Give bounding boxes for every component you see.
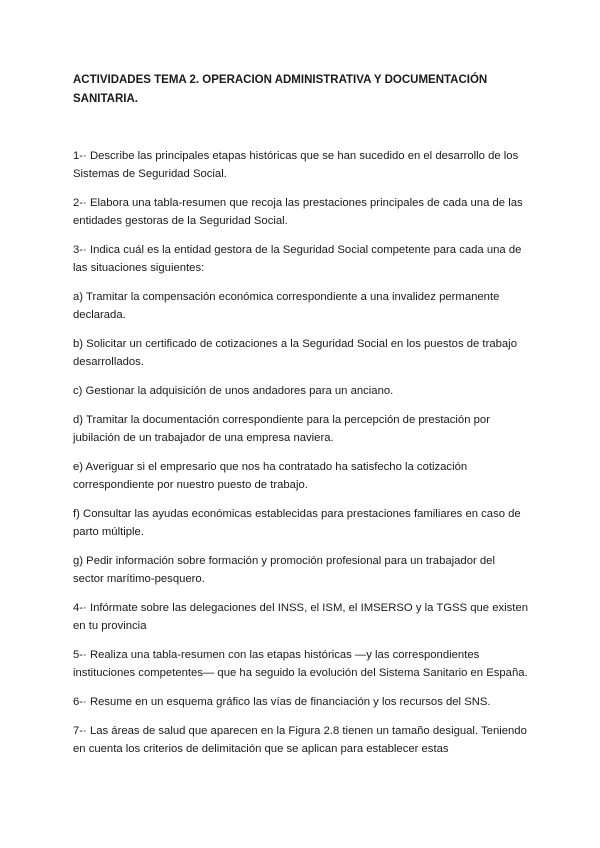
situation-b: b) Solicitar un certificado de cotizaciones a la Seguridad Social en los puestos de trabajo desarrollados. (73, 338, 517, 368)
question-5: 5-· Realiza una tabla-resumen con las etapas históricas —y las correspondientes instituciones competentes— que ha seguido la evolución del Sistema Sanitario en España. (73, 649, 528, 679)
situation-a: a) Tramitar la compensación económica correspondiente a una invalidez permanente declarada. (73, 291, 500, 321)
question-2: 2-· Elabora una tabla-resumen que recoja las prestaciones principales de cada una de las entidades gestoras de la Seguridad Social. (73, 197, 523, 227)
situation-c: c) Gestionar la adquisición de unos andadores para un anciano. (73, 385, 394, 397)
document-body (73, 71, 528, 769)
question-4: 4-· Infórmate sobre las delegaciones del INSS, el ISM, el IMSERSO y la TGSS que existen en tu provincia (73, 602, 529, 632)
situation-g: g) Pedir información sobre formación y promoción profesional para un trabajador del sector marítimo-pesquero. (73, 555, 495, 585)
question-7: 7-· Las áreas de salud que aparecen en la Figura 2.8 tienen un tamaño desigual. Teniendo en cuenta los criterios de delimitación que se aplican para establecer estas (73, 725, 527, 755)
document-title: ACTIVIDADES TEMA 2. OPERACION ADMINISTRATIVA Y DOCUMENTACIÓN SANITARIA. (73, 74, 488, 105)
situation-f: f) Consultar las ayudas económicas establecidas para prestaciones familiares en caso de parto múltiple. (73, 508, 521, 538)
question-6: 6-· Resume en un esquema gráfico las vías de financiación y los recursos del SNS. (73, 696, 491, 708)
situation-d: d) Tramitar la documentación correspondiente para la percepción de prestación por jubilación de un trabajador de una empresa naviera. (73, 414, 490, 444)
question-1: 1-· Describe las principales etapas históricas que se han sucedido en el desarrollo de los Sistemas de Seguridad Social. (73, 150, 519, 180)
situation-e: e) Averiguar si el empresario que nos ha contratado ha satisfecho la cotización correspondiente por nuestro puesto de trabajo. (73, 461, 468, 491)
question-3: 3-· Indica cuál es la entidad gestora de la Seguridad Social competente para cada una de las situaciones siguientes: (73, 244, 522, 274)
